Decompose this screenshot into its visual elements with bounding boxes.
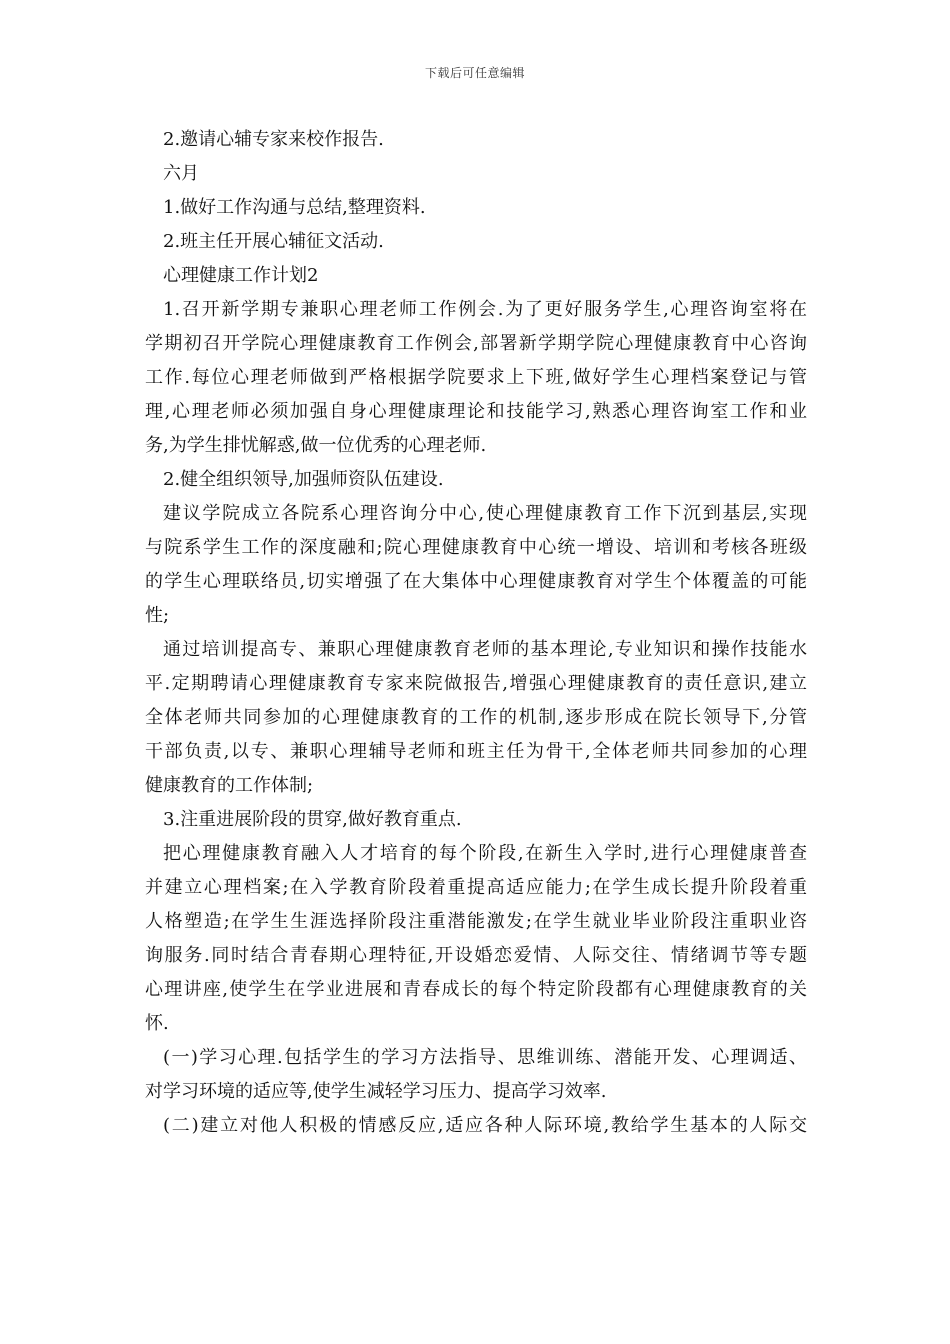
paragraph-line: (二)建立对他人积极的情感反应,适应各种人际环境,教给学生基本的人际交 [163,1115,807,1136]
paragraph-line: 并建立心理档案;在入学教育阶段着重提高适应能力;在学生成长提升阶段着重 [145,877,807,898]
document-body [145,123,807,1143]
paragraph-line: 平.定期聘请心理健康教育专家来院做报告,增强心理健康教育的责任意识,建立 [145,673,807,694]
paragraph-june-item-2 [145,225,807,259]
paragraph-line: 干部负责,以专、兼职心理辅导老师和班主任为骨干,全体老师共同参加的心理 [145,741,807,762]
paragraph-line: 3.注重进展阶段的贯穿,做好教育重点. [163,809,462,830]
paragraph-line: 建议学院成立各院系心理咨询分中心,使心理健康教育工作下沉到基层,实现 [163,503,807,524]
paragraph-line: 工作.每位心理老师做到严格根据学院要求上下班,做好学生心理档案登记与管 [145,367,807,388]
paragraph-line: 人格塑造;在学生生涯选择阶段注重潜能激发;在学生就业毕业阶段注重职业咨 [145,911,807,932]
paragraph-line: 1.做好工作沟通与总结,整理资料. [163,197,426,218]
paragraph-line: 性; [145,605,170,626]
paragraph-line: 学期初召开学院心理健康教育工作例会,部署新学期学院心理健康教育中心咨询 [145,333,807,354]
paragraph-line: 对学习环境的适应等,使学生减轻学习压力、提高学习效率. [145,1081,607,1102]
paragraph-june-item-1 [145,191,807,225]
paragraph-line: 与院系学生工作的深度融和;院心理健康教育中心统一增设、培训和考核各班级 [145,537,807,558]
paragraph-interpersonal [145,1109,807,1143]
paragraph-plan2-item-1 [145,293,807,463]
paragraph-line: 心理讲座,使学生在学业进展和青春成长的每个特定阶段都有心理健康教育的关 [145,979,807,1000]
paragraph-invite-experts [145,123,807,157]
paragraph-line: 全体老师共同参加的心理健康教育的工作的机制,逐步形成在院长领导下,分管 [145,707,807,728]
paragraph-plan2-item-2 [145,463,807,497]
paragraph-line: 心理健康工作计划2 [163,265,319,286]
paragraph-line: 的学生心理联络员,切实增强了在大集体中心理健康教育对学生个体覆盖的可能 [145,571,807,592]
paragraph-line: 2.邀请心辅专家来校作报告. [163,129,384,150]
paragraph-line: 2.健全组织领导,加强师资队伍建设. [163,469,444,490]
paragraph-line: 询服务.同时结合青春期心理特征,开设婚恋爱情、人际交往、情绪调节等专题 [145,945,807,966]
paragraph-line: 把心理健康教育融入人才培育的每个阶段,在新生入学时,进行心理健康普查 [163,843,807,864]
paragraph-line: (一)学习心理.包括学生的学习方法指导、思维训练、潜能开发、心理调适、 [163,1047,807,1068]
paragraph-stages [145,837,807,1041]
month-heading-june [145,157,807,191]
paragraph-line: 通过培训提高专、兼职心理健康教育老师的基本理论,专业知识和操作技能水 [163,639,807,660]
page-header-note: 下载后可任意编辑 [424,66,525,80]
paragraph-line: 六月 [163,163,199,184]
paragraph-line: 务,为学生排忧解惑,做一位优秀的心理老师. [145,435,487,456]
paragraph-line: 1.召开新学期专兼职心理老师工作例会.为了更好服务学生,心理咨询室将在 [163,299,807,320]
paragraph-line: 理,心理老师必须加强自身心理健康理论和技能学习,熟悉心理咨询室工作和业 [145,401,807,422]
paragraph-line: 2.班主任开展心辅征文活动. [163,231,384,252]
paragraph-branch-centers [145,497,807,633]
paragraph-plan2-item-3 [145,803,807,837]
section-title-plan-2 [145,259,807,293]
paragraph-line: 怀. [145,1013,169,1034]
paragraph-line: 健康教育的工作体制; [145,775,314,796]
paragraph-teacher-training [145,633,807,803]
paragraph-learning-psychology [145,1041,807,1109]
